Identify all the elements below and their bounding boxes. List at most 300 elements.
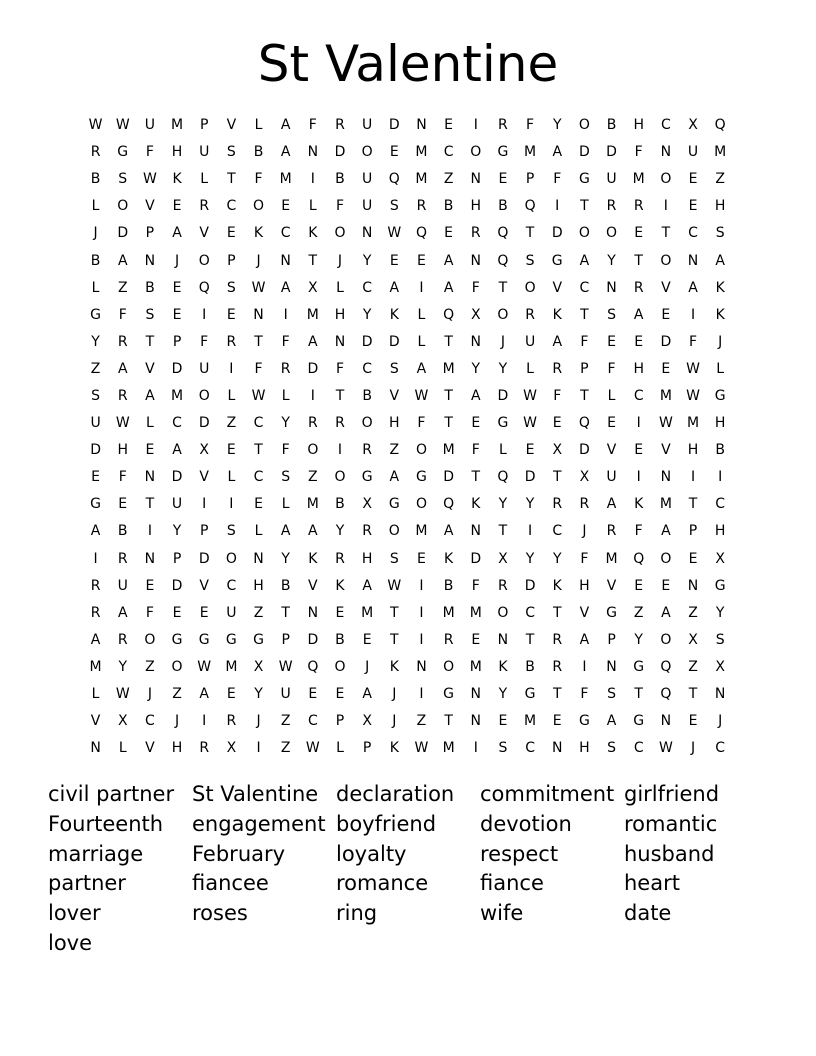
grid-letter: G xyxy=(117,144,129,161)
grid-letter: E xyxy=(607,333,616,350)
grid-letter: X xyxy=(226,740,237,757)
grid-letter: R xyxy=(416,198,427,215)
grid-letter: K xyxy=(335,577,345,594)
grid-letter: C xyxy=(280,225,291,242)
grid-letter: H xyxy=(714,415,726,432)
grid-letter: R xyxy=(552,360,563,377)
grid-letter: R xyxy=(606,523,617,540)
grid-letter: Z xyxy=(416,713,427,730)
grid-letter: U xyxy=(362,117,373,134)
grid-letter: B xyxy=(90,171,101,188)
grid-letter: A xyxy=(552,144,563,161)
grid-letter: P xyxy=(199,523,209,540)
grid-letter: H xyxy=(470,198,482,215)
grid-letter: C xyxy=(172,415,182,432)
grid-letter: V xyxy=(606,442,617,459)
grid-letter: Q xyxy=(497,469,509,486)
grid-letter: C xyxy=(660,117,671,134)
grid-letter: I xyxy=(419,686,424,703)
grid-letter: T xyxy=(552,686,562,703)
grid-letter: E xyxy=(661,577,671,594)
grid-letter: N xyxy=(307,144,319,161)
grid-letter: F xyxy=(580,686,589,703)
grid-letter: C xyxy=(525,740,535,757)
grid-letter: M xyxy=(415,523,428,540)
grid-letter: T xyxy=(552,469,562,486)
word-list-item: civil partner xyxy=(48,782,175,806)
grid-letter: T xyxy=(390,631,399,648)
grid-letter: W xyxy=(387,225,402,242)
word-list-item: Fourteenth xyxy=(48,811,164,836)
grid-letter: I xyxy=(473,740,478,757)
grid-letter: C xyxy=(715,740,726,757)
grid-letter: V xyxy=(389,387,400,404)
grid-letter: T xyxy=(471,469,481,486)
grid-letter: U xyxy=(362,171,373,188)
grid-letter: N xyxy=(144,469,156,486)
grid-letter: A xyxy=(199,686,209,703)
grid-row xyxy=(82,275,734,302)
grid-letter: I xyxy=(202,306,207,323)
grid-letter: I xyxy=(528,523,533,540)
grid-letter: D xyxy=(171,577,183,594)
grid-letter: V xyxy=(606,577,617,594)
grid-letter: D xyxy=(171,360,183,377)
word-list-item: commitment xyxy=(480,782,615,806)
grid-letter: I xyxy=(419,604,424,621)
grid-letter: E xyxy=(389,252,399,269)
grid-letter: N xyxy=(90,740,101,757)
grid-letter: R xyxy=(226,713,237,730)
grid-letter: O xyxy=(606,225,618,242)
grid-row xyxy=(82,464,734,491)
grid-letter: Z xyxy=(688,658,698,675)
grid-letter: G xyxy=(497,415,509,432)
grid-letter: D xyxy=(443,469,454,486)
grid-letter: W xyxy=(658,415,673,432)
grid-letter: I xyxy=(690,306,696,323)
grid-letter: B xyxy=(145,279,155,296)
grid-letter: I xyxy=(202,713,207,730)
grid-letter: W xyxy=(658,740,673,757)
grid-letter: Y xyxy=(552,117,562,134)
grid-letter: E xyxy=(226,306,236,323)
grid-letter: X xyxy=(715,550,725,567)
grid-letter: N xyxy=(660,713,672,730)
grid-letter: H xyxy=(579,577,590,594)
grid-letter: P xyxy=(227,252,236,269)
grid-letter: H xyxy=(687,442,699,459)
grid-letter: L xyxy=(526,360,534,377)
grid-letter: W xyxy=(142,171,157,188)
grid-letter: F xyxy=(145,604,154,621)
grid-letter: Q xyxy=(578,415,590,432)
grid-letter: M xyxy=(469,658,482,675)
grid-letter: D xyxy=(388,117,400,134)
grid-letter: Z xyxy=(90,360,101,377)
grid-letter: S xyxy=(389,550,399,567)
grid-letter: L xyxy=(499,442,507,459)
grid-letter: A xyxy=(117,604,128,621)
grid-letter: S xyxy=(389,360,399,377)
grid-letter: S xyxy=(91,387,101,404)
grid-row xyxy=(82,654,734,681)
grid-letter: A xyxy=(117,252,128,269)
grid-letter: N xyxy=(416,117,427,134)
grid-letter: J xyxy=(365,658,370,675)
grid-letter: N xyxy=(551,740,563,757)
grid-letter: T xyxy=(688,686,698,703)
grid-letter: M xyxy=(306,306,319,323)
grid-letter: Y xyxy=(715,604,725,621)
grid-letter: O xyxy=(660,631,672,648)
grid-letter: T xyxy=(254,333,263,350)
grid-letter: A xyxy=(280,117,291,134)
grid-letter: L xyxy=(336,740,344,757)
grid-letter: P xyxy=(688,523,698,540)
grid-row xyxy=(82,329,734,356)
grid-letter: A xyxy=(416,360,427,377)
grid-row xyxy=(82,193,734,220)
grid-letter: G xyxy=(551,252,563,269)
grid-letter: L xyxy=(91,198,100,215)
grid-letter: Z xyxy=(280,740,291,757)
grid-letter: N xyxy=(606,279,617,296)
grid-letter: O xyxy=(334,225,346,242)
grid-letter: O xyxy=(497,604,509,621)
grid-letter: F xyxy=(281,333,290,350)
word-list-item: boyfriend xyxy=(336,811,437,836)
grid-letter: X xyxy=(470,306,481,323)
word-list-item: roses xyxy=(192,901,248,926)
grid-letter: L xyxy=(417,306,426,323)
grid-letter: D xyxy=(171,469,183,486)
grid-letter: G xyxy=(253,631,264,648)
grid-letter: I xyxy=(419,279,424,296)
grid-letter: V xyxy=(199,225,209,242)
grid-letter: T xyxy=(281,604,290,621)
grid-letter: T xyxy=(580,306,589,323)
grid-letter: R xyxy=(335,117,345,134)
grid-letter: A xyxy=(308,523,318,540)
grid-letter: H xyxy=(714,198,726,215)
grid-letter: T xyxy=(254,442,263,459)
grid-letter: X xyxy=(199,442,209,459)
grid-letter: O xyxy=(660,252,672,269)
grid-letter: O xyxy=(171,658,183,675)
grid-row xyxy=(82,681,734,708)
grid-letter: K xyxy=(552,306,562,323)
grid-letter: A xyxy=(172,442,182,459)
word-list-item: ring xyxy=(336,901,378,926)
grid-letter: K xyxy=(389,306,399,323)
grid-letter: U xyxy=(144,117,156,134)
grid-letter: M xyxy=(442,740,455,757)
grid-letter: C xyxy=(715,496,726,513)
grid-row xyxy=(82,546,734,573)
grid-letter: A xyxy=(606,496,617,513)
grid-letter: C xyxy=(253,469,264,486)
grid-letter: N xyxy=(253,550,264,567)
grid-letter: D xyxy=(497,387,509,404)
grid-letter: E xyxy=(172,306,182,323)
grid-letter: H xyxy=(361,550,373,567)
grid-letter: G xyxy=(443,686,455,703)
grid-letter: L xyxy=(716,360,725,377)
grid-letter: K xyxy=(253,225,264,242)
grid-letter: W xyxy=(414,740,429,757)
grid-letter: F xyxy=(335,198,345,215)
grid-letter: M xyxy=(524,144,537,161)
grid-letter: D xyxy=(579,144,590,161)
grid-letter: I xyxy=(256,740,261,757)
grid-letter: C xyxy=(633,387,644,404)
grid-letter: O xyxy=(470,144,482,161)
grid-letter: Y xyxy=(172,523,182,540)
grid-letter: M xyxy=(469,604,482,621)
grid-letter: W xyxy=(115,415,130,432)
grid-letter: O xyxy=(144,631,156,648)
grid-letter: H xyxy=(633,117,644,134)
grid-letter: W xyxy=(523,387,537,404)
grid-letter: S xyxy=(715,631,725,648)
grid-letter: S xyxy=(145,306,155,323)
word-search-grid xyxy=(82,112,734,762)
grid-letter: T xyxy=(444,713,453,730)
grid-letter: O xyxy=(253,198,265,215)
grid-letter: D xyxy=(198,415,210,432)
grid-letter: C xyxy=(443,144,454,161)
grid-letter: F xyxy=(634,523,643,540)
grid-letter: T xyxy=(498,279,508,296)
grid-letter: U xyxy=(687,144,699,161)
grid-letter: D xyxy=(579,442,590,459)
grid-letter: D xyxy=(388,333,400,350)
grid-letter: R xyxy=(117,333,128,350)
grid-letter: D xyxy=(307,360,319,377)
grid-letter: A xyxy=(443,279,454,296)
grid-letter: F xyxy=(553,387,562,404)
grid-letter: Q xyxy=(633,550,645,567)
grid-letter: L xyxy=(227,469,236,486)
grid-letter: F xyxy=(553,171,562,188)
grid-letter: C xyxy=(145,713,155,730)
grid-letter: W xyxy=(278,658,293,675)
grid-letter: W xyxy=(387,577,402,594)
grid-letter: Y xyxy=(525,550,535,567)
grid-letter: L xyxy=(254,117,263,134)
grid-letter: Z xyxy=(117,279,128,296)
grid-letter: L xyxy=(91,686,100,703)
grid-letter: X xyxy=(117,713,128,730)
grid-letter: N xyxy=(144,550,156,567)
word-list-item: girlfriend xyxy=(624,782,720,806)
grid-letter: G xyxy=(225,631,237,648)
grid-letter: L xyxy=(281,496,290,513)
grid-letter: D xyxy=(606,144,617,161)
grid-letter: T xyxy=(227,171,236,188)
grid-letter: W xyxy=(686,387,700,404)
grid-letter: A xyxy=(389,469,400,486)
grid-letter: E xyxy=(226,442,236,459)
grid-letter: E xyxy=(145,577,155,594)
grid-letter: T xyxy=(688,496,698,513)
grid-letter: N xyxy=(714,686,726,703)
grid-letter: G xyxy=(171,631,183,648)
grid-letter: O xyxy=(415,496,427,513)
grid-letter: N xyxy=(606,658,617,675)
grid-letter: Q xyxy=(198,279,210,296)
grid-letter: E xyxy=(498,171,508,188)
grid-row xyxy=(82,383,734,410)
grid-letter: I xyxy=(229,360,234,377)
grid-letter: B xyxy=(715,442,725,459)
word-list-item: wife xyxy=(480,901,524,926)
grid-letter: E xyxy=(172,279,182,296)
grid-letter: E xyxy=(118,496,128,513)
grid-row xyxy=(82,437,734,464)
grid-letter: J xyxy=(718,333,723,350)
grid-letter: E xyxy=(308,686,318,703)
grid-letter: R xyxy=(307,415,318,432)
grid-letter: A xyxy=(90,631,101,648)
grid-letter: P xyxy=(281,631,290,648)
grid-letter: E xyxy=(417,550,426,567)
grid-letter: G xyxy=(606,604,617,621)
grid-letter: F xyxy=(281,442,290,459)
grid-letter: U xyxy=(199,144,210,161)
grid-letter: M xyxy=(714,144,727,161)
grid-letter: V xyxy=(199,577,209,594)
grid-letter: I xyxy=(663,198,668,215)
grid-letter: N xyxy=(470,252,481,269)
grid-letter: T xyxy=(335,387,345,404)
grid-letter: U xyxy=(606,171,617,188)
grid-letter: T xyxy=(444,415,453,432)
page-title: St Valentine xyxy=(257,35,559,93)
word-list-item: declaration xyxy=(336,782,455,806)
grid-letter: E xyxy=(688,713,698,730)
word-list-item: heart xyxy=(624,871,680,896)
word-list-item: February xyxy=(192,841,286,866)
grid-letter: J xyxy=(718,713,723,730)
grid-letter: E xyxy=(471,631,481,648)
grid-row xyxy=(82,220,734,247)
grid-letter: R xyxy=(633,198,644,215)
grid-letter: L xyxy=(145,415,154,432)
grid-letter: E xyxy=(226,225,236,242)
grid-letter: N xyxy=(334,333,346,350)
grid-letter: Q xyxy=(388,171,400,188)
grid-letter: O xyxy=(497,306,509,323)
grid-letter: R xyxy=(498,577,508,594)
grid-letter: G xyxy=(714,577,726,594)
grid-letter: I xyxy=(473,117,478,134)
grid-letter: U xyxy=(362,198,373,215)
grid-letter: U xyxy=(199,360,210,377)
grid-letter: L xyxy=(118,740,127,757)
grid-letter: A xyxy=(661,604,671,621)
grid-letter: F xyxy=(607,360,616,377)
grid-letter: U xyxy=(90,415,101,432)
grid-letter: M xyxy=(442,360,455,377)
grid-letter: F xyxy=(634,144,643,161)
grid-letter: A xyxy=(470,387,481,404)
grid-letter: W xyxy=(305,740,320,757)
grid-letter: H xyxy=(633,360,644,377)
grid-letter: M xyxy=(632,171,645,188)
grid-letter: G xyxy=(524,686,536,703)
grid-letter: T xyxy=(552,604,562,621)
grid-letter: E xyxy=(688,171,698,188)
grid-letter: E xyxy=(634,225,644,242)
grid-letter: R xyxy=(362,523,372,540)
grid-letter: Q xyxy=(443,496,455,513)
grid-letter: M xyxy=(306,496,319,513)
grid-letter: E xyxy=(335,686,345,703)
grid-letter: A xyxy=(389,279,400,296)
grid-letter: W xyxy=(251,279,266,296)
grid-letter: A xyxy=(308,333,318,350)
grid-row xyxy=(82,518,734,545)
grid-letter: O xyxy=(415,442,427,459)
grid-letter: K xyxy=(172,171,182,188)
grid-letter: I xyxy=(636,415,641,432)
grid-letter: L xyxy=(607,387,616,404)
grid-letter: E xyxy=(417,252,426,269)
grid-letter: J xyxy=(147,686,152,703)
grid-row xyxy=(82,166,734,193)
grid-letter: Z xyxy=(633,604,644,621)
grid-letter: N xyxy=(416,658,427,675)
grid-letter: S xyxy=(715,225,725,242)
grid-letter: U xyxy=(117,577,128,594)
grid-letter: G xyxy=(361,469,373,486)
grid-letter: D xyxy=(334,144,346,161)
grid-letter: R xyxy=(280,360,291,377)
grid-letter: N xyxy=(253,306,264,323)
word-list-item: respect xyxy=(480,841,559,866)
grid-letter: Q xyxy=(415,225,427,242)
grid-letter: M xyxy=(89,658,102,675)
grid-letter: L xyxy=(254,523,263,540)
grid-letter: U xyxy=(226,604,237,621)
grid-letter: F xyxy=(118,469,127,486)
grid-row xyxy=(82,735,734,762)
grid-letter: J xyxy=(174,713,180,730)
grid-letter: C xyxy=(633,740,644,757)
grid-letter: R xyxy=(117,387,128,404)
grid-letter: Y xyxy=(634,631,643,648)
grid-letter: M xyxy=(605,550,618,567)
grid-letter: X xyxy=(362,713,372,730)
grid-letter: L xyxy=(281,387,290,404)
grid-letter: Z xyxy=(715,171,725,188)
grid-letter: X xyxy=(552,442,563,459)
grid-letter: Y xyxy=(281,550,290,567)
grid-letter: A xyxy=(280,523,291,540)
word-list-item: lover xyxy=(48,901,101,926)
grid-letter: E xyxy=(607,415,616,432)
grid-letter: Q xyxy=(497,225,509,242)
grid-letter: R xyxy=(117,631,128,648)
grid-letter: O xyxy=(361,415,373,432)
grid-letter: G xyxy=(497,144,509,161)
grid-letter: O xyxy=(117,198,129,215)
grid-letter: N xyxy=(687,577,699,594)
grid-letter: I xyxy=(636,469,641,486)
grid-letter: D xyxy=(524,469,536,486)
